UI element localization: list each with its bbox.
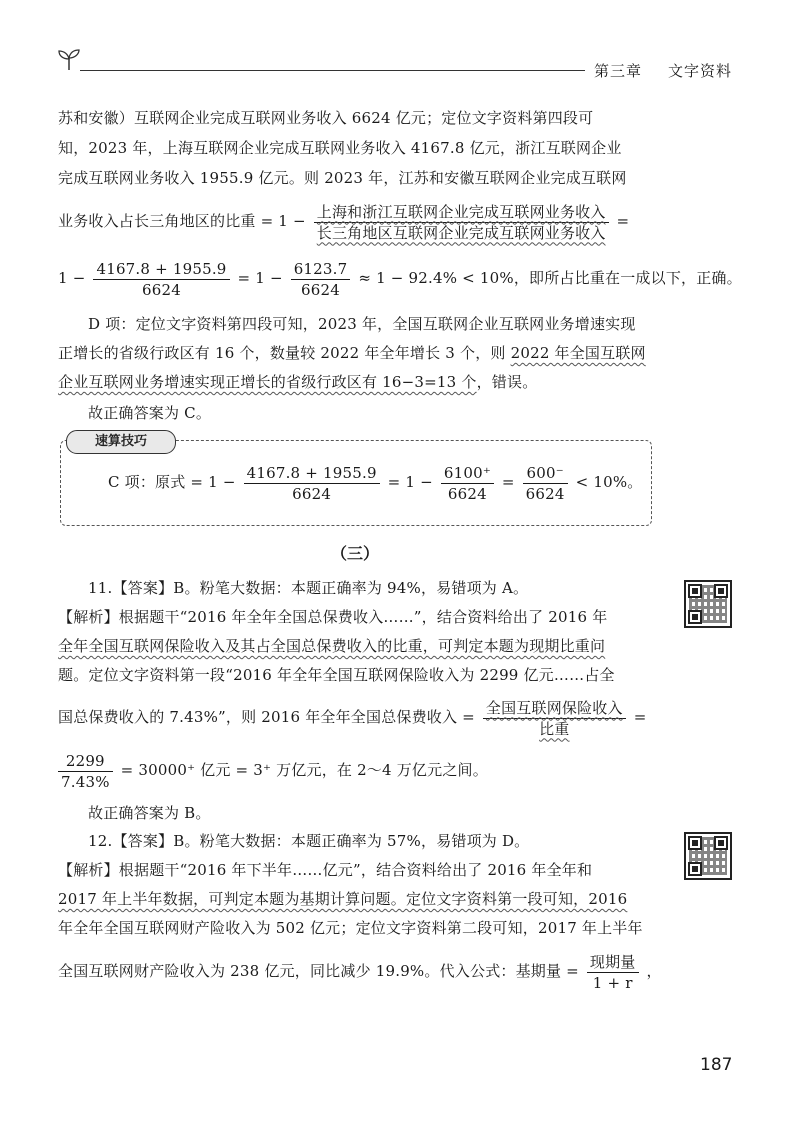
text-line: 题。定位文字资料第一段“2016 年全年全国互联网保险收入为 2299 亿元……占全 xyxy=(58,666,615,684)
fraction xyxy=(58,752,113,791)
sprout-icon xyxy=(56,46,82,72)
fraction xyxy=(93,260,229,299)
formula-part: = xyxy=(501,473,515,491)
fraction-numerator: 现期量 xyxy=(587,953,639,973)
fraction xyxy=(483,699,626,738)
qr-code[interactable] xyxy=(684,580,732,628)
formula-part: = 1 − xyxy=(237,269,283,287)
formula-line xyxy=(58,697,646,738)
formula-line xyxy=(58,258,742,299)
page-number: 187 xyxy=(700,1055,733,1075)
formula-part: = 30000⁺ 亿元 = 3⁺ 万亿元，在 2～4 万亿元之间。 xyxy=(120,761,488,779)
header-chapter: 第三章 xyxy=(594,62,643,80)
answer-line: 故正确答案为 B。 xyxy=(88,804,211,822)
tip-formula-line xyxy=(108,462,643,503)
formula-line xyxy=(58,201,629,242)
formula-part: ， xyxy=(646,962,662,980)
formula-part: ≈ 1 − 92.4% < 10%，即所占比重在一成以下，正确。 xyxy=(358,269,742,287)
formula-part: C 项：原式 = 1 − xyxy=(108,473,236,491)
fraction-denominator: 6624 xyxy=(525,484,565,503)
qr-code[interactable] xyxy=(684,832,732,880)
fraction-numerator: 6123.7 xyxy=(291,260,351,280)
text-line: 11.【答案】B。粉笔大数据：本题正确率为 94%，易错项为 A。 xyxy=(88,579,529,597)
text-line: 2017 年上半年数据，可判定本题为基期计算问题。定位文字资料第一段可知，2016 xyxy=(58,890,628,908)
text-span: ，错误。 xyxy=(476,373,538,391)
fraction xyxy=(314,203,609,242)
fraction-denominator: 6624 xyxy=(447,484,487,503)
fraction-numerator: 全国互联网保险收入 xyxy=(483,699,626,719)
text-line xyxy=(58,343,646,363)
fraction xyxy=(244,464,380,503)
text-line: 全年全国互联网保险收入及其占全国总保费收入的比重，可判定本题为现期比重问 xyxy=(58,637,606,655)
text-line xyxy=(58,372,537,392)
text-line: 知，2023 年，上海互联网企业完成互联网业务收入 4167.8 亿元，浙江互联网企业 xyxy=(58,139,622,157)
tip-tag xyxy=(66,430,176,454)
fraction-numerator: 6100⁺ xyxy=(441,464,494,484)
formula-part: = 1 − xyxy=(387,473,433,491)
fraction-denominator: 比重 xyxy=(539,719,570,738)
tip-tag-label: 速算技巧 xyxy=(94,434,147,449)
fraction-denominator: 长三角地区互联网企业完成互联网业务收入 xyxy=(316,223,606,242)
fraction-denominator: 1 + r xyxy=(592,973,633,992)
formula-line xyxy=(58,750,488,791)
header-rule xyxy=(80,70,585,71)
formula-line xyxy=(58,951,662,992)
header-title: 文字资料 xyxy=(668,62,733,80)
fraction xyxy=(441,464,494,503)
fraction-denominator: 6624 xyxy=(292,484,332,503)
fraction-numerator: 2299 xyxy=(58,752,113,772)
formula-part: < 10%。 xyxy=(575,473,643,491)
underlined-span: 企业互联网业务增速实现正增长的省级行政区有 16−3=13 个 xyxy=(58,373,477,391)
text-line: 【解析】根据题干“2016 年全年全国总保费收入……”，结合资料给出了 2016 年 xyxy=(58,608,608,626)
formula-lead: 全国互联网财产险收入为 238 亿元，同比减少 19.9%。代入公式：基期量 = xyxy=(58,962,579,980)
text-span: 正增长的省级行政区有 16 个，数量较 2022 年全年增长 3 个，则 xyxy=(58,344,511,362)
text-line: 年全年全国互联网财产险收入为 502 亿元；定位文字资料第二段可知，2017 年上半年 xyxy=(58,919,643,937)
fraction-numerator: 4167.8 + 1955.9 xyxy=(244,464,380,484)
fraction xyxy=(587,953,639,992)
text-line: 苏和安徽）互联网企业完成互联网业务收入 6624 亿元；定位文字资料第四段可 xyxy=(58,109,594,127)
text-line: 完成互联网业务收入 1955.9 亿元。则 2023 年，江苏和安徽互联网企业完成互联网 xyxy=(58,169,627,187)
fraction-numerator: 上海和浙江互联网企业完成互联网业务收入 xyxy=(314,203,609,223)
section-title: （三） xyxy=(330,544,379,563)
fraction-denominator: 7.43% xyxy=(61,772,110,791)
fraction xyxy=(523,464,568,503)
text-line: 【解析】根据题干“2016 年下半年……亿元”，结合资料给出了 2016 年全年和 xyxy=(58,861,593,879)
fraction-denominator: 6624 xyxy=(301,280,341,299)
formula-lead: 业务收入占长三角地区的比重 = 1 − xyxy=(58,212,306,230)
formula-part: 1 − xyxy=(58,269,86,287)
formula-lead: 国总保费收入的 7.43%”，则 2016 年全年全国总保费收入 = xyxy=(58,708,475,726)
fraction xyxy=(291,260,351,299)
equals-sign: = xyxy=(633,708,647,726)
fraction-numerator: 600⁻ xyxy=(523,464,568,484)
fraction-denominator: 6624 xyxy=(142,280,181,299)
text-line: 12.【答案】B。粉笔大数据：本题正确率为 57%，易错项为 D。 xyxy=(88,832,530,850)
underlined-span: 2022 年全国互联网 xyxy=(510,344,646,362)
answer-line: 故正确答案为 C。 xyxy=(88,404,212,422)
text-line: D 项：定位文字资料第四段可知，2023 年，全国互联网企业互联网业务增速实现 xyxy=(88,315,636,333)
equals-sign: = xyxy=(616,212,630,230)
fraction-numerator: 4167.8 + 1955.9 xyxy=(93,260,229,280)
